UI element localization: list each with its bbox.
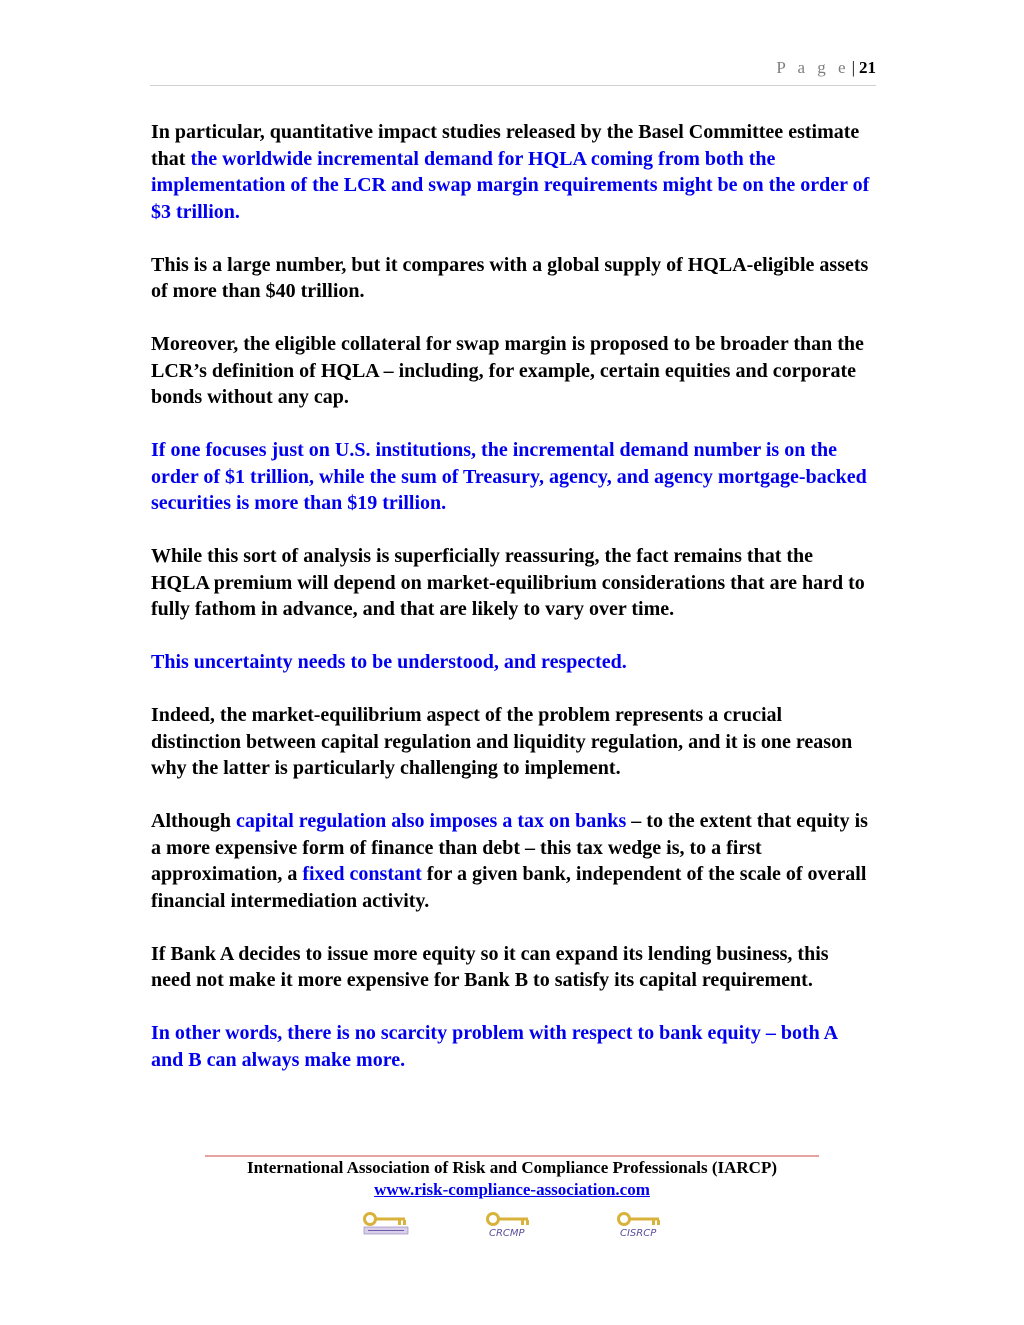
paragraph — [151, 1020, 873, 1073]
highlighted-text: This uncertainty needs to be understood, and respected. — [151, 651, 627, 673]
page-header — [150, 58, 876, 78]
crcmp-logo — [485, 1211, 545, 1239]
paragraph — [151, 331, 873, 411]
highlighted-text: the worldwide incremental demand for HQLA coming from both the implementation of the LCR and swap margin requirements might be on the order of $3 trillion. — [151, 147, 870, 223]
paragraph — [151, 252, 873, 305]
body-text: for a given bank, independent of the scale of overall financial intermediation activity. — [151, 863, 867, 912]
key-logo-icon — [362, 1211, 422, 1239]
highlighted-text: In other words, there is no scarcity problem with respect to bank equity – both A and B can always make more. — [151, 1022, 837, 1071]
crcmp-caption: CRCMP — [489, 1228, 525, 1239]
body-text: While this sort of analysis is superficially reassuring, the fact remains that the HQLA premium will depend on market-equilibrium considerations that are hard to fully fathom in advance, and that are likely to vary over time. — [151, 545, 865, 620]
header-divider — [150, 85, 876, 86]
body-text: In particular, quantitative impact studies released by the Basel Committee estimate that — [151, 121, 860, 170]
body-text: This is a large number, but it compares with a global supply of HQLA-eligible assets of more than $40 trillion. — [151, 253, 869, 302]
body-text: Moreover, the eligible collateral for swap margin is proposed to be broader than the LCR’s definition of HQLA – including, for example, certain equities and corporate bonds without any cap. — [151, 333, 864, 408]
cisrcp-logo — [616, 1211, 676, 1239]
highlighted-text: fixed constant — [302, 863, 422, 885]
website-link[interactable]: www.risk-compliance-association.com — [374, 1180, 650, 1199]
body-text: If Bank A decides to issue more equity so it can expand its lending business, this need not make it more expensive for Bank B to satisfy its capital requirement. — [151, 942, 829, 991]
document-body — [151, 119, 873, 1100]
page-number: 21 — [859, 58, 876, 77]
paragraph — [151, 437, 873, 517]
paragraph — [151, 649, 873, 676]
paragraph — [151, 543, 873, 623]
body-text: Indeed, the market-equilibrium aspect of the problem represents a crucial distinction between capital regulation and liquidity regulation, and it is one reason why the latter is particularly challenging to implement. — [151, 704, 853, 779]
body-text: – to the extent that equity is a more expensive form of finance than debt – this tax wedge is, to a first approximation, a — [151, 810, 868, 885]
footer-divider — [205, 1155, 819, 1157]
highlighted-text: If one focuses just on U.S. institutions, the incremental demand number is on the order of $1 trillion, while the sum of Treasury, agency, and agency mortgage-backed securities is more than $19 trillion. — [151, 439, 867, 514]
cisrcp-caption: CISRCP — [620, 1228, 657, 1239]
paragraph — [151, 702, 873, 782]
highlighted-text: capital regulation also imposes a tax on banks — [236, 810, 627, 832]
paragraph — [151, 808, 873, 914]
footer-organization: International Association of Risk and Compliance Professionals (IARCP) — [246, 1158, 778, 1177]
page-label: P a g e — [776, 58, 850, 77]
page-separator: | — [851, 58, 855, 77]
body-text: Although — [151, 810, 237, 832]
paragraph — [151, 941, 873, 994]
footer-logos — [0, 1211, 1024, 1241]
paragraph — [151, 119, 873, 225]
footer-website — [150, 1180, 874, 1200]
